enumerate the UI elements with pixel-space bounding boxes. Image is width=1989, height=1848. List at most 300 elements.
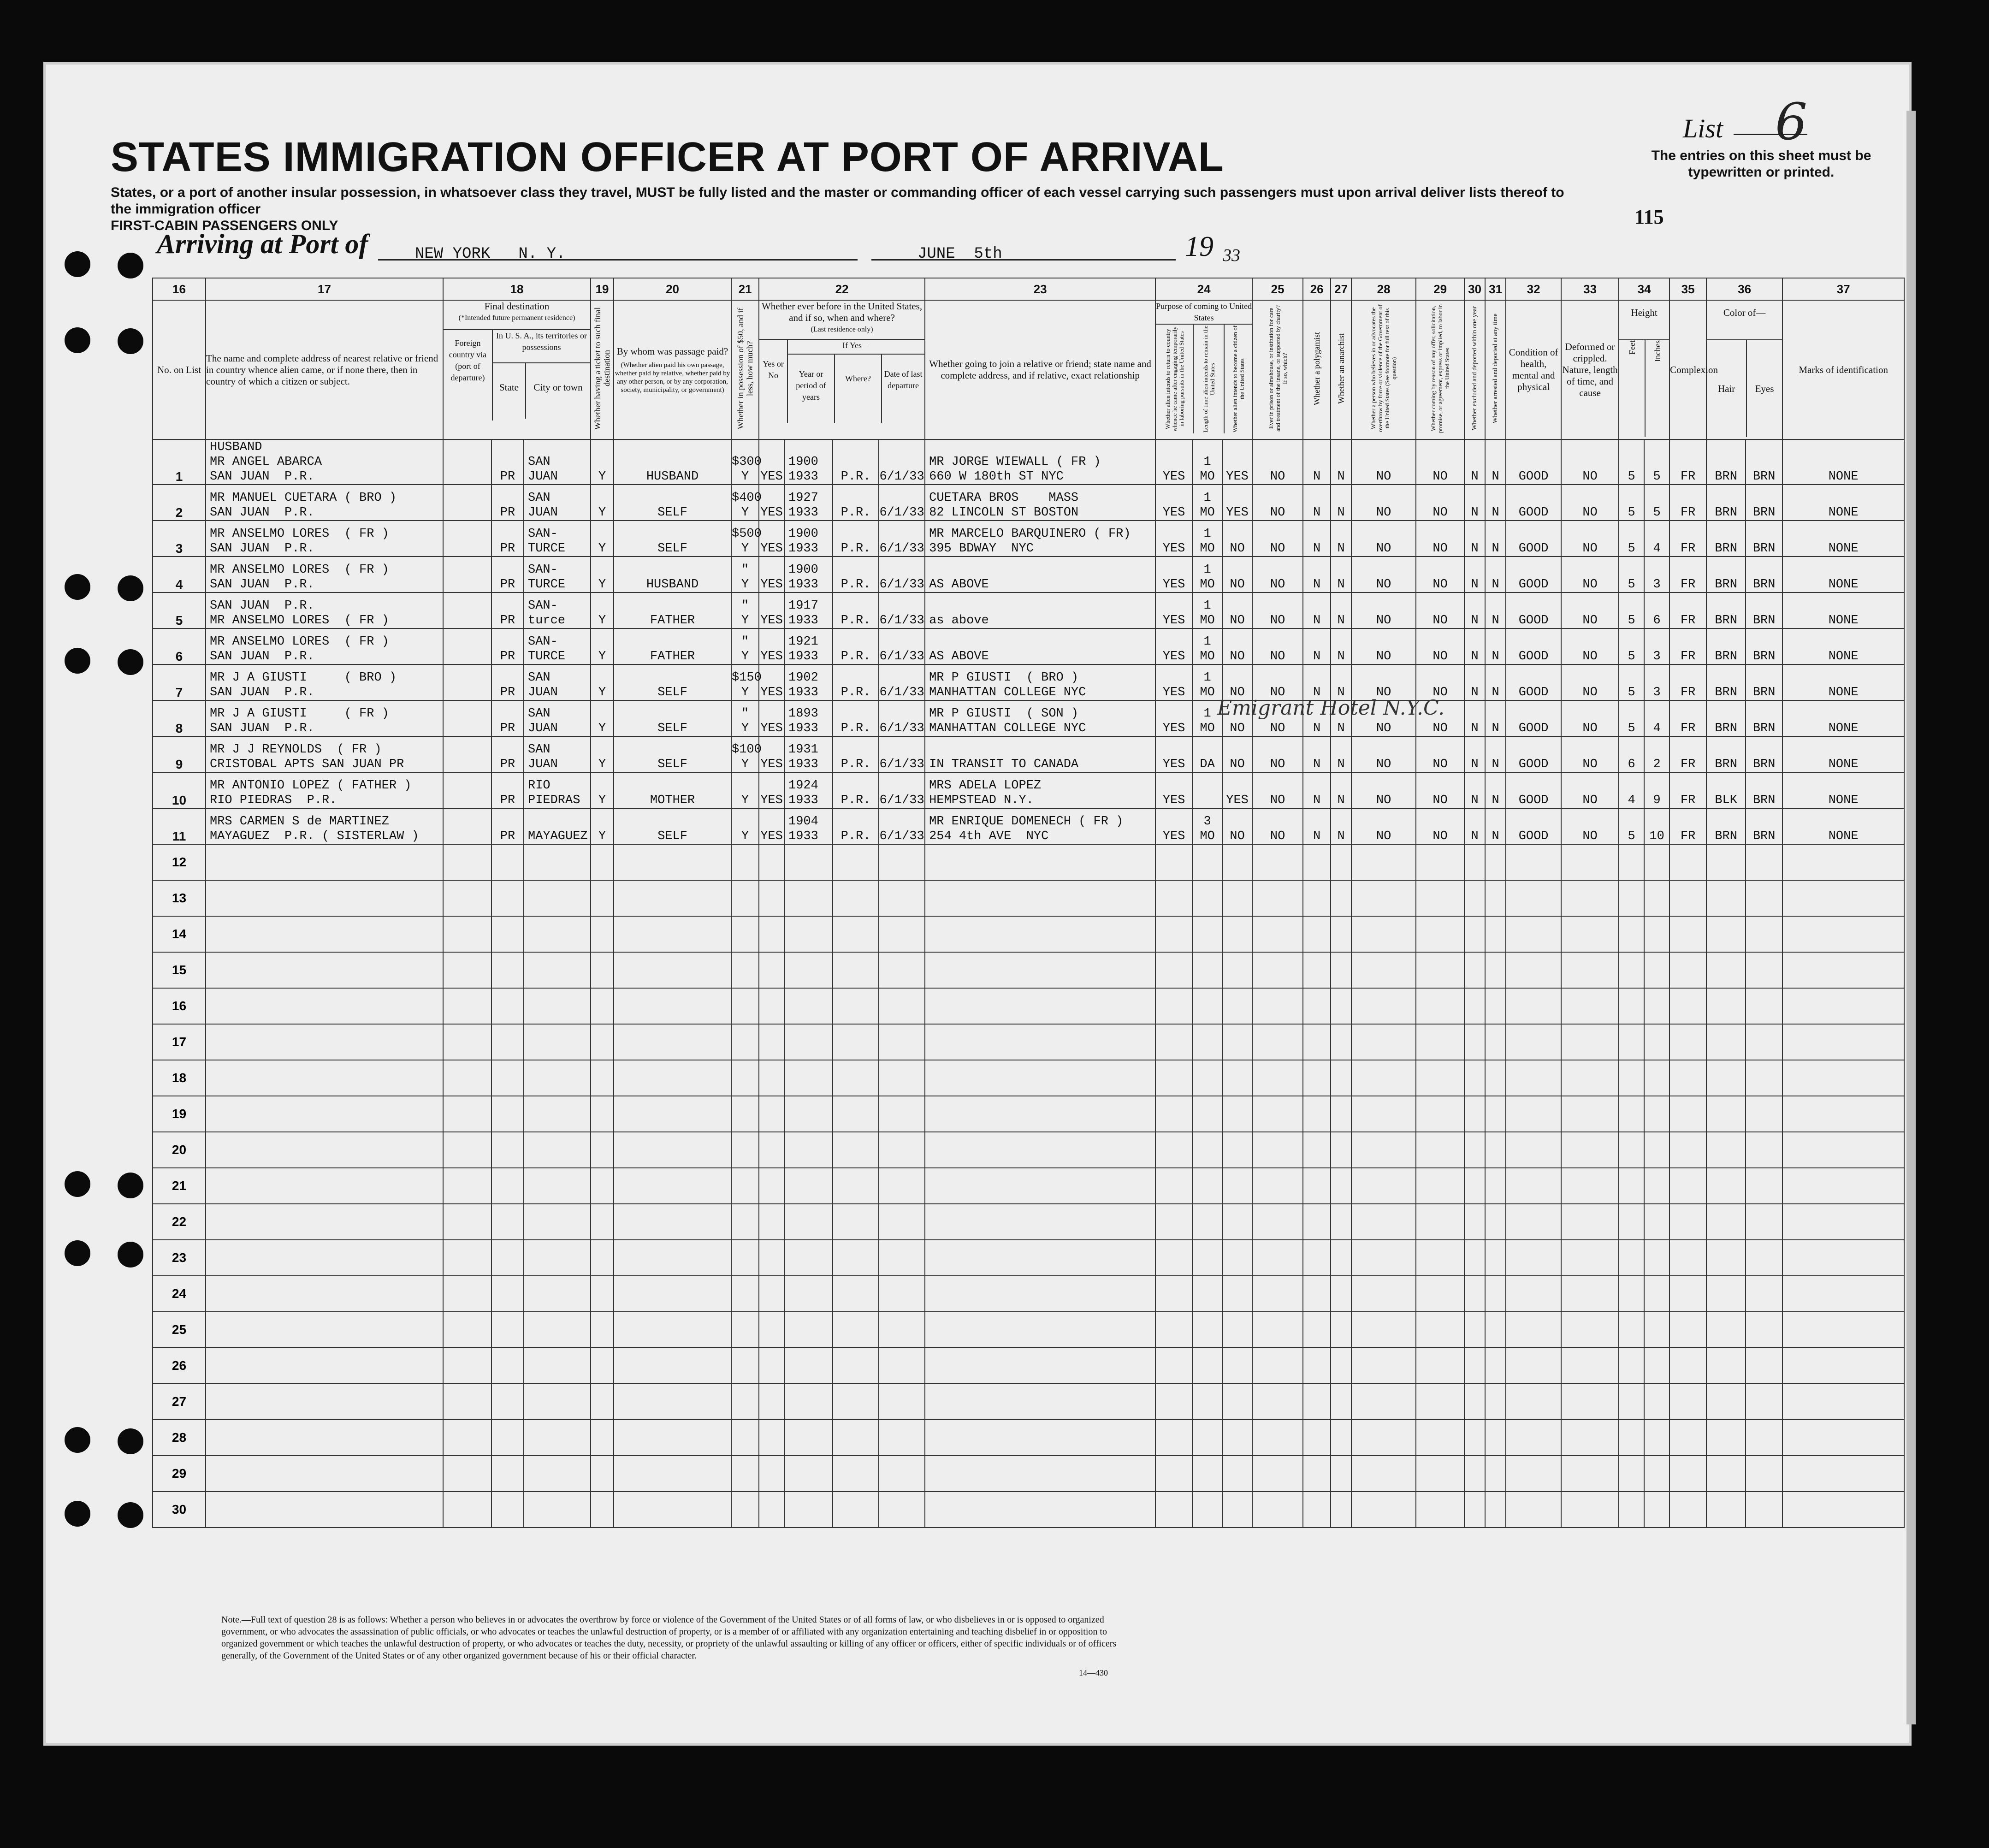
ticket-cell: Y: [591, 628, 614, 664]
empty-cell: [784, 1132, 833, 1168]
empty-cell: [731, 952, 759, 988]
empty-cell: [833, 1276, 879, 1312]
empty-cell: [731, 1384, 759, 1420]
empty-cell: [1506, 1276, 1561, 1312]
empty-cell: [833, 1348, 879, 1384]
city-cell: SAN- TURCE: [524, 628, 591, 664]
purpose-return-cell: YES: [1155, 485, 1192, 521]
empty-cell: [1506, 1060, 1561, 1096]
empty-cell: [206, 1276, 443, 1312]
prison-cell: NO: [1252, 736, 1303, 772]
complexion-cell: FR: [1669, 439, 1706, 485]
empty-cell: [784, 1348, 833, 1384]
empty-cell: [206, 1348, 443, 1384]
empty-cell: [1252, 1384, 1303, 1420]
question28-cell: NO: [1351, 439, 1416, 485]
empty-cell: [925, 1024, 1155, 1060]
empty-cell: [1331, 916, 1351, 952]
empty-cell: [925, 1204, 1155, 1240]
possession-label: Whether in possession of $50, and if less, how much?: [736, 308, 755, 429]
final-destination-title: Final destination: [484, 301, 550, 312]
empty-cell: [1485, 844, 1506, 880]
header-col26: [1303, 300, 1331, 439]
empty-cell: [833, 1384, 879, 1420]
header-purpose-citizen: [1225, 325, 1252, 433]
empty-cell: [1706, 1348, 1746, 1384]
header-date-departure: Date of last departure: [884, 369, 923, 390]
empty-cell: [1485, 1024, 1506, 1060]
empty-cell: [1644, 880, 1669, 916]
empty-cell: [879, 1024, 925, 1060]
hair-color-cell: BRN: [1706, 628, 1746, 664]
years-cell: 1900 1933: [784, 439, 833, 485]
empty-cell: [1746, 1348, 1782, 1384]
relative-cell: MR MANUEL CUETARA ( BRO ) SAN JUAN P.R.: [206, 485, 443, 521]
empty-cell: [491, 1492, 524, 1528]
empty-cell: [1746, 880, 1782, 916]
empty-cell: [1782, 1024, 1904, 1060]
year-suffix: 33: [1223, 246, 1240, 265]
empty-cell: [925, 1348, 1155, 1384]
departure-date-cell: 6/1/33: [879, 485, 925, 521]
passage-paid-cell: SELF: [614, 521, 731, 557]
empty-cell: [731, 1492, 759, 1528]
header-join-relative: Whether going to join a relative or friend; state name and complete address, and if relative, exact relationship: [925, 300, 1155, 439]
empty-cell: [1706, 1060, 1746, 1096]
empty-cell: [1706, 1168, 1746, 1204]
empty-cell: [1464, 1168, 1485, 1204]
empty-cell: [206, 1096, 443, 1132]
empty-cell: [1252, 916, 1303, 952]
empty-cell: [1619, 1384, 1644, 1420]
deformed-cell: NO: [1561, 592, 1619, 628]
empty-cell: [1416, 988, 1464, 1024]
empty-cell: [1464, 1420, 1485, 1456]
purpose-length-cell: 1 MO: [1192, 439, 1222, 485]
col-number: 25: [1252, 278, 1303, 300]
header-purpose-length: [1194, 325, 1225, 433]
where-cell: P.R.: [833, 772, 879, 808]
relative-cell: MR ANSELMO LORES ( FR ) SAN JUAN P.R.: [206, 628, 443, 664]
empty-cell: [1222, 1492, 1252, 1528]
empty-cell: [1464, 1312, 1485, 1348]
header-feet: [1619, 340, 1646, 437]
empty-cell: [1331, 1420, 1351, 1456]
possession-cell: $150 Y: [731, 664, 759, 700]
foreign-country-cell: [443, 808, 491, 844]
empty-cell: [1782, 1132, 1904, 1168]
empty-cell: [833, 1204, 879, 1240]
empty-cell: [731, 1168, 759, 1204]
empty-cell: [206, 1204, 443, 1240]
row-number: 12: [153, 844, 206, 880]
table-row: [153, 1276, 1904, 1312]
marks-cell: NONE: [1782, 700, 1904, 736]
empty-cell: [1331, 1312, 1351, 1348]
before-in-us-cell: YES: [759, 628, 784, 664]
height-inches-cell: 3: [1644, 557, 1669, 592]
empty-cell: [925, 1168, 1155, 1204]
col-number: 31: [1485, 278, 1506, 300]
empty-cell: [1252, 1024, 1303, 1060]
empty-cell: [784, 1204, 833, 1240]
empty-cell: [614, 844, 731, 880]
empty-cell: [1222, 1420, 1252, 1456]
empty-cell: [1464, 1384, 1485, 1420]
empty-cell: [206, 1384, 443, 1420]
ticket-cell: Y: [591, 808, 614, 844]
empty-cell: [731, 1024, 759, 1060]
table-row: [153, 736, 1904, 772]
empty-cell: [1706, 1492, 1746, 1528]
empty-cell: [1561, 1456, 1619, 1492]
empty-cell: [1746, 1312, 1782, 1348]
empty-cell: [1351, 1492, 1416, 1528]
empty-cell: [1192, 988, 1222, 1024]
empty-cell: [1351, 880, 1416, 916]
empty-cell: [731, 1456, 759, 1492]
purpose-title: Purpose of coming to United States: [1156, 301, 1252, 325]
empty-cell: [206, 880, 443, 916]
relative-cell: MR J J REYNOLDS ( FR ) CRISTOBAL APTS SAN JUAN PR: [206, 736, 443, 772]
empty-cell: [1669, 880, 1706, 916]
ticket-cell: Y: [591, 521, 614, 557]
empty-cell: [1351, 1312, 1416, 1348]
empty-cell: [1351, 1240, 1416, 1276]
date-value: JUNE 5th: [918, 245, 1002, 263]
foreign-country-cell: [443, 439, 491, 485]
join-relative-cell: MR P GIUSTI ( BRO ) MANHATTAN COLLEGE NYC: [925, 664, 1155, 700]
row-number: 11: [153, 808, 206, 844]
excluded-cell: N: [1464, 808, 1485, 844]
empty-cell: [1303, 1204, 1331, 1240]
excluded-cell: N: [1464, 592, 1485, 628]
empty-cell: [491, 1420, 524, 1456]
col-number: 16: [153, 278, 206, 300]
empty-cell: [591, 1096, 614, 1132]
empty-cell: [1222, 916, 1252, 952]
empty-cell: [1416, 1240, 1464, 1276]
empty-cell: [591, 1420, 614, 1456]
col-number: 20: [614, 278, 731, 300]
col-number: 21: [731, 278, 759, 300]
class-note: FIRST-CABIN PASSENGERS ONLY: [111, 218, 338, 233]
empty-cell: [1222, 1384, 1252, 1420]
empty-cell: [759, 1204, 784, 1240]
header-col25: [1252, 300, 1303, 439]
empty-cell: [759, 1024, 784, 1060]
excluded-cell: N: [1464, 557, 1485, 592]
empty-cell: [1464, 1132, 1485, 1168]
row-number: 23: [153, 1240, 206, 1276]
empty-cell: [1252, 1204, 1303, 1240]
labor-offer-cell: NO: [1416, 485, 1464, 521]
empty-cell: [614, 916, 731, 952]
empty-cell: [784, 844, 833, 880]
empty-cell: [591, 1348, 614, 1384]
condition-cell: GOOD: [1506, 557, 1561, 592]
prison-cell: NO: [1252, 700, 1303, 736]
empty-cell: [1644, 1384, 1669, 1420]
empty-cell: [614, 1060, 731, 1096]
deported-cell: N: [1485, 664, 1506, 700]
row-number: 14: [153, 916, 206, 952]
empty-cell: [1252, 1096, 1303, 1132]
empty-cell: [1155, 916, 1192, 952]
empty-cell: [1619, 1348, 1644, 1384]
empty-cell: [1416, 1348, 1464, 1384]
empty-cell: [1485, 1492, 1506, 1528]
deformed-cell: NO: [1561, 439, 1619, 485]
empty-cell: [1351, 1060, 1416, 1096]
possession-cell: " Y: [731, 628, 759, 664]
empty-cell: [1746, 952, 1782, 988]
empty-cell: [1155, 1456, 1192, 1492]
marks-cell: NONE: [1782, 557, 1904, 592]
binder-hole: [118, 1173, 143, 1198]
labor-offer-cell: NO: [1416, 736, 1464, 772]
height-title: Height: [1631, 307, 1658, 318]
empty-cell: [784, 880, 833, 916]
anarchist-cell: N: [1331, 772, 1351, 808]
ticket-label: Whether having a ticket to such final destination: [593, 307, 612, 430]
empty-cell: [1746, 1060, 1782, 1096]
empty-cell: [879, 1276, 925, 1312]
empty-cell: [759, 1312, 784, 1348]
empty-cell: [1619, 1240, 1644, 1276]
prison-cell: NO: [1252, 772, 1303, 808]
deformed-cell: NO: [1561, 628, 1619, 664]
empty-cell: [1464, 1060, 1485, 1096]
empty-cell: [1706, 1384, 1746, 1420]
city-cell: MAYAGUEZ: [524, 808, 591, 844]
empty-cell: [1561, 1024, 1619, 1060]
prison-cell: NO: [1252, 592, 1303, 628]
passage-paid-cell: FATHER: [614, 592, 731, 628]
header-height: [1619, 300, 1669, 439]
empty-cell: [1464, 1348, 1485, 1384]
question28-cell: NO: [1351, 628, 1416, 664]
anarchist-cell: N: [1331, 808, 1351, 844]
table-row: [153, 628, 1904, 664]
empty-cell: [1331, 952, 1351, 988]
empty-cell: [443, 1168, 491, 1204]
empty-cell: [1192, 1456, 1222, 1492]
empty-cell: [879, 1492, 925, 1528]
empty-cell: [1351, 952, 1416, 988]
empty-cell: [879, 988, 925, 1024]
empty-cell: [524, 880, 591, 916]
marks-cell: NONE: [1782, 439, 1904, 485]
empty-cell: [614, 1348, 731, 1384]
inches-label: Inches: [1652, 340, 1662, 362]
anarchist-cell: N: [1331, 664, 1351, 700]
empty-cell: [1561, 1384, 1619, 1420]
empty-cell: [1303, 1384, 1331, 1420]
empty-cell: [1331, 1348, 1351, 1384]
empty-cell: [1192, 1240, 1222, 1276]
empty-cell: [1416, 1132, 1464, 1168]
in-usa-label: In U. S. A., its territories or possessions: [493, 330, 590, 363]
empty-cell: [591, 1456, 614, 1492]
empty-cell: [1192, 1420, 1222, 1456]
header-possession: [731, 300, 759, 439]
eye-color-cell: BRN: [1746, 700, 1782, 736]
state-cell: PR: [491, 557, 524, 592]
empty-cell: [1782, 1060, 1904, 1096]
empty-cell: [833, 1132, 879, 1168]
if-yes-subheads: [788, 355, 924, 423]
purpose-return-cell: YES: [1155, 736, 1192, 772]
empty-cell: [1506, 1168, 1561, 1204]
labor-offer-cell: NO: [1416, 592, 1464, 628]
empty-cell: [1303, 988, 1331, 1024]
condition-cell: GOOD: [1506, 772, 1561, 808]
possession-cell: Y: [731, 772, 759, 808]
condition-cell: GOOD: [1506, 485, 1561, 521]
empty-cell: [443, 1204, 491, 1240]
header-foreign-country: Foreign country via (port of departure): [444, 330, 493, 421]
where-cell: P.R.: [833, 628, 879, 664]
anarchist-cell: N: [1331, 521, 1351, 557]
empty-cell: [1561, 880, 1619, 916]
purpose-length-cell: [1192, 772, 1222, 808]
header-final-destination: [443, 300, 591, 439]
empty-cell: [1303, 952, 1331, 988]
empty-cell: [1506, 880, 1561, 916]
table-row: [153, 521, 1904, 557]
empty-cell: [1252, 1240, 1303, 1276]
empty-cell: [524, 1204, 591, 1240]
empty-cell: [879, 952, 925, 988]
empty-cell: [1561, 844, 1619, 880]
empty-cell: [491, 1384, 524, 1420]
empty-cell: [524, 952, 591, 988]
color-subheads: [1707, 339, 1782, 437]
empty-cell: [759, 1276, 784, 1312]
marks-cell: NONE: [1782, 592, 1904, 628]
empty-cell: [591, 1132, 614, 1168]
empty-cell: [524, 1312, 591, 1348]
empty-cell: [1644, 1204, 1669, 1240]
purpose-length-cell: 1 MO: [1192, 557, 1222, 592]
empty-cell: [206, 1420, 443, 1456]
join-relative-cell: MRS ADELA LOPEZ HEMPSTEAD N.Y.: [925, 772, 1155, 808]
empty-cell: [1155, 1132, 1192, 1168]
empty-cell: [1506, 1240, 1561, 1276]
empty-cell: [784, 1276, 833, 1312]
empty-cell: [591, 1204, 614, 1240]
empty-cell: [1192, 1132, 1222, 1168]
header-col28: [1351, 300, 1416, 439]
row-number: 10: [153, 772, 206, 808]
empty-cell: [1155, 1348, 1192, 1384]
join-relative-cell: IN TRANSIT TO CANADA: [925, 736, 1155, 772]
col-number: 24: [1155, 278, 1252, 300]
foreign-country-cell: [443, 736, 491, 772]
empty-cell: [833, 1024, 879, 1060]
empty-cell: [443, 1096, 491, 1132]
page-number: 115: [1634, 206, 1664, 228]
empty-cell: [1644, 1168, 1669, 1204]
header-col30: [1464, 300, 1485, 439]
empty-cell: [1252, 1312, 1303, 1348]
empty-cell: [784, 1024, 833, 1060]
purpose-return-cell: YES: [1155, 808, 1192, 844]
empty-cell: [443, 1348, 491, 1384]
table-row: [153, 700, 1904, 736]
empty-cell: [1303, 1420, 1331, 1456]
departure-date-cell: 6/1/33: [879, 736, 925, 772]
table-row: [153, 844, 1904, 880]
empty-cell: [784, 988, 833, 1024]
binder-hole: [65, 1171, 90, 1197]
empty-cell: [759, 844, 784, 880]
empty-cell: [1155, 1420, 1192, 1456]
excluded-cell: N: [1464, 664, 1485, 700]
empty-cell: [1351, 1168, 1416, 1204]
empty-cell: [1619, 1024, 1644, 1060]
height-inches-cell: 5: [1644, 485, 1669, 521]
color-title: Color of—: [1723, 307, 1766, 318]
empty-cell: [784, 916, 833, 952]
relative-cell: MR ANSELMO LORES ( FR ) SAN JUAN P.R.: [206, 557, 443, 592]
empty-cell: [1416, 1204, 1464, 1240]
empty-cell: [1706, 880, 1746, 916]
empty-cell: [1416, 1060, 1464, 1096]
empty-cell: [759, 988, 784, 1024]
prison-cell: NO: [1252, 557, 1303, 592]
empty-cell: [1464, 1096, 1485, 1132]
empty-cell: [491, 1204, 524, 1240]
empty-cell: [879, 1096, 925, 1132]
empty-cell: [1706, 1132, 1746, 1168]
empty-cell: [879, 916, 925, 952]
empty-cell: [833, 1492, 879, 1528]
empty-cell: [1331, 1384, 1351, 1420]
row-number: 1: [153, 439, 206, 485]
empty-cell: [206, 1240, 443, 1276]
binder-hole: [65, 648, 90, 674]
empty-cell: [759, 1420, 784, 1456]
question28-cell: NO: [1351, 700, 1416, 736]
empty-cell: [731, 1060, 759, 1096]
possession-cell: " Y: [731, 557, 759, 592]
eye-color-cell: BRN: [1746, 808, 1782, 844]
empty-cell: [1485, 1348, 1506, 1384]
empty-cell: [1706, 1204, 1746, 1240]
empty-cell: [1485, 1132, 1506, 1168]
row-number: 25: [153, 1312, 206, 1348]
purpose-citizen-cell: YES: [1222, 772, 1252, 808]
polygamist-cell: N: [1303, 700, 1331, 736]
empty-cell: [1252, 1060, 1303, 1096]
labor-offer-cell: NO: [1416, 808, 1464, 844]
empty-cell: [614, 952, 731, 988]
purpose-return-cell: YES: [1155, 521, 1192, 557]
empty-cell: [524, 1096, 591, 1132]
ticket-cell: Y: [591, 485, 614, 521]
empty-cell: [591, 916, 614, 952]
col-number: 28: [1351, 278, 1416, 300]
foreign-country-cell: [443, 664, 491, 700]
hair-color-cell: BRN: [1706, 664, 1746, 700]
empty-cell: [1782, 1312, 1904, 1348]
condition-cell: GOOD: [1506, 628, 1561, 664]
empty-cell: [1192, 916, 1222, 952]
empty-cell: [591, 1060, 614, 1096]
empty-cell: [1644, 844, 1669, 880]
